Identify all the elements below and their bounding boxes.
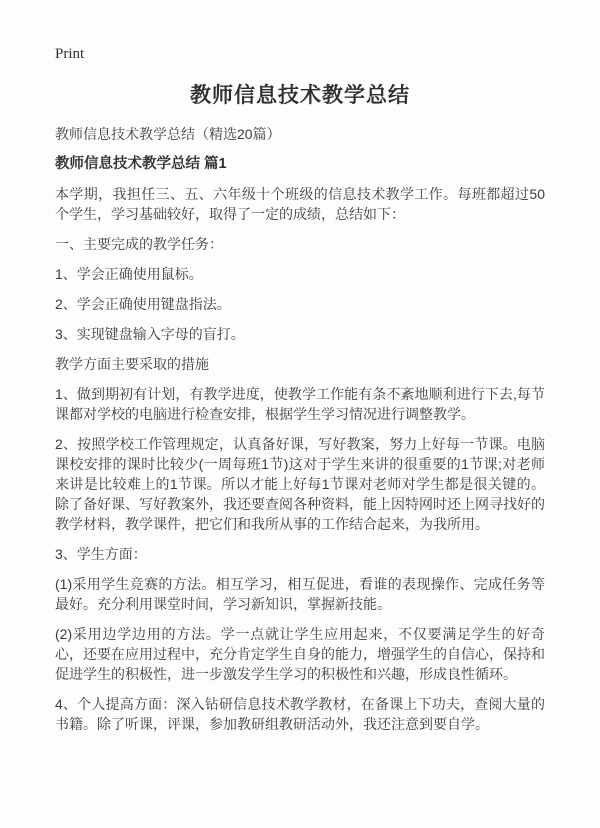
paragraph: 4、个人提高方面：深入钻研信息技术教学教材，在备课上下功夫，查阅大量的书籍。除了听课，评课，参加教研组教研活动外，我还注意到要自学。	[55, 696, 545, 732]
paragraph: 2、按照学校工作管理规定，认真备好课，写好教案，努力上好每一节课。电脑课校安排的课时比较少(一周每班1节)这对于学生来讲的很重要的1节课;对老师来讲是比较难上的1节课。所以才能上好每1节课对老师对学生都是很关键的。除了备好课、写好教案外，我还要查阅各种资料，能上因特网时还上网寻找好的教学材料，教学课件，把它们和我所从事的工作结合起来，为我所用。	[55, 436, 545, 532]
paragraph: (1)采用学生竞赛的方法。相互学习，相互促进，看谁的表现操作、完成任务等最好。充分利用课堂时间，学习新知识，掌握新技能。	[55, 576, 545, 612]
document-title: 教师信息技术教学总结	[190, 84, 410, 107]
paragraph: 本学期，我担任三、五、六年级十个班级的信息技术教学工作。每班都超过50个学生，学习基础较好，取得了一定的成绩，总结如下：	[55, 186, 545, 222]
paragraph: 3、学生方面：	[55, 546, 147, 562]
paragraph: 1、做到期初有计划，有教学进度，使教学工作能有条不紊地顺利进行下去,每节课都对学校的电脑进行检查安排，根据学生学习情况进行调整教学。	[55, 386, 545, 422]
paragraph: 3、实现键盘输入字母的盲打。	[55, 326, 245, 342]
section-heading: 教师信息技术教学总结 篇1	[55, 156, 227, 172]
paragraph: (2)采用边学边用的方法。学一点就让学生应用起来，不仅要满足学生的好奇心，还要在应用过程中，充分肯定学生自身的能力，增强学生的自信心，保持和促进学生的积极性，进一步激发学生学习的积极性和兴趣，形成良性循环。	[55, 626, 545, 682]
document-body	[55, 124, 545, 734]
paragraph: 教学方面主要采取的措施	[55, 356, 209, 372]
document-subtitle: 教师信息技术教学总结（精选20篇）	[55, 126, 281, 142]
paragraph: 一、主要完成的教学任务：	[55, 236, 223, 252]
print-button[interactable]: Print	[55, 46, 85, 62]
paragraph: 1、学会正确使用鼠标。	[55, 266, 203, 282]
paragraph: 2、学会正确使用键盘指法。	[55, 296, 231, 312]
